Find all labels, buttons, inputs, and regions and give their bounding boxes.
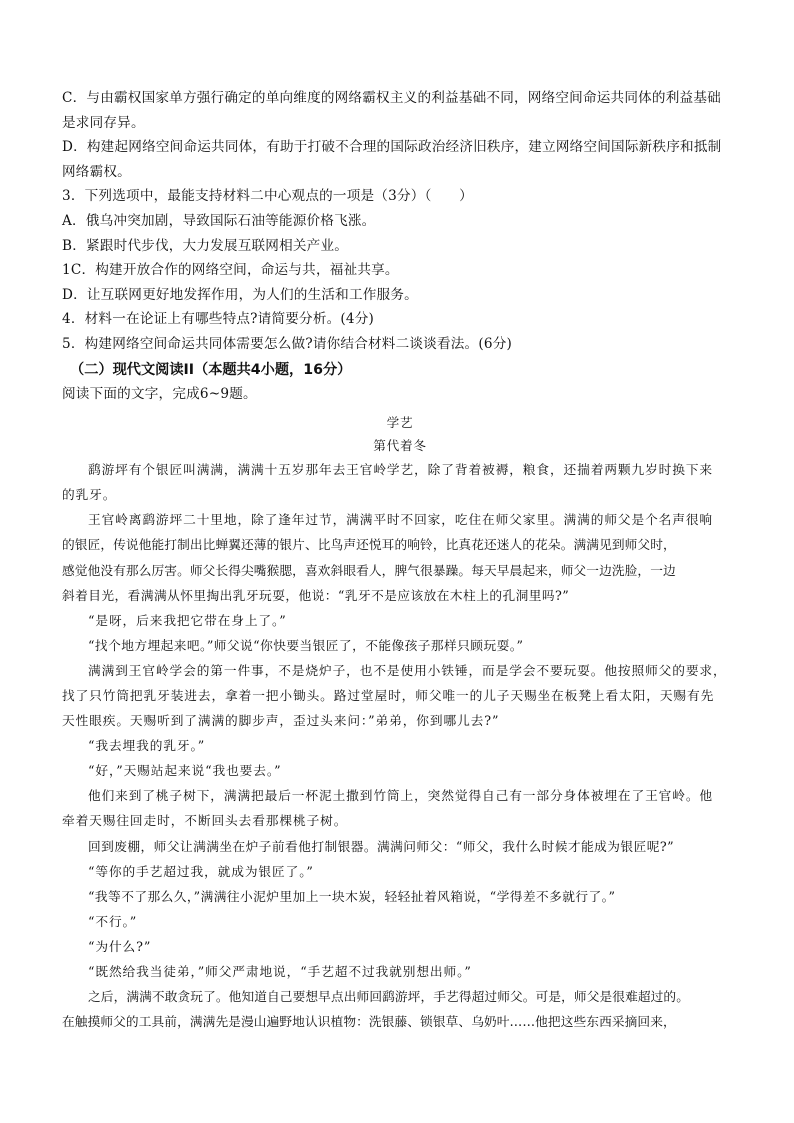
story-continuation-line: 的银匠，传说他能打制出比蝉翼还薄的银片、比鸟声还悦耳的响铃，比真花还迷人的花朵。满满见到师父时，: [62, 537, 676, 553]
story-paragraph-line: 满满到王官岭学会的第一件事，不是烧炉子，也不是使用小铁锤，而是学会不要玩耍。他按照师父的要求，: [88, 662, 727, 678]
story-paragraph-line: 之后，满满不敢贪玩了。他知道自己要想早点出师回鹞游坪，手艺得超过师父。可是，师父是很难超过的。: [88, 989, 690, 1005]
question-option-d-cont: 网络霸权。: [62, 163, 131, 180]
question-3: 3．下列选项中，最能支持材料二中心观点的一项是（3分）（ ）: [62, 188, 473, 205]
story-continuation-line: 在触摸师父的工具前，满满先是漫山遍野地认识植物：洗银藤、锁银草、乌奶叶……他把这些东西采摘回来，: [62, 1014, 676, 1030]
story-continuation-line: 的乳牙。: [62, 487, 117, 503]
question-option-d: D．构建起网络空间命运共同体，有助于打破不合理的国际政治经济旧秩序，建立网络空间国际新秩序和抵制: [62, 139, 722, 156]
question-3-option-b: B．紧跟时代步伐，大力发展互联网相关产业。: [62, 237, 349, 254]
story-continuation-line: 牵着天赐往回走时，不断回头去看那棵桃子树。: [62, 813, 348, 829]
question-3-option-a: A．俄乌冲突加剧，导致国际石油等能源价格飞涨。: [62, 212, 376, 229]
story-paragraph-line: 鹞游坪有个银匠叫满满，满满十五岁那年去王官岭学艺，除了背着被褥，粮食，还揣着两颗九岁时换下来: [88, 462, 714, 478]
story-paragraph-line: “为什么?”: [88, 938, 152, 954]
section-heading: （二）现代文阅读II（本题共4小题，16分）: [70, 361, 352, 378]
story-continuation-line: 斜着目光，看满满从怀里掏出乳牙玩耍，他说：“乳牙不是应该放在木柱上的孔洞里吗?”: [62, 587, 570, 603]
story-paragraph-line: 回到废棚，师父让满满坐在炉子前看他打制银器。满满问师父：“师父，我什么时候才能成为银匠呢?”: [88, 838, 675, 854]
question-option-c: C．与由霸权国家单方强行确定的单向维度的网络霸权主义的利益基础不同，网络空间命运共同体的利益基础: [62, 90, 721, 106]
questions-block: [62, 86, 738, 357]
question-3-option-d: D．让互联网更好地发挥作用，为人们的生活和工作服务。: [62, 286, 418, 303]
story-paragraph-line: “既然给我当徒弟，”师父严肃地说，“手艺超不过我就别想出师。”: [88, 964, 472, 979]
story-paragraph-line: “我去埋我的乳牙。”: [88, 738, 206, 754]
story-continuation-line: 感觉他没有那么厉害。师父长得尖嘴猴腮，喜欢斜眼看人，脾气很暴躁。每天早晨起来，师父一边洗脸，一边: [62, 562, 676, 578]
story-paragraph-line: “不行。”: [88, 913, 138, 929]
story-paragraph-line: “好，”天赐站起来说“我也要去。”: [88, 763, 282, 779]
section-instruction: 阅读下面的文字，完成6~9题。: [62, 385, 257, 402]
story-paragraph-line: “我等不了那么久，”满满往小泥炉里加上一块木炭，轻轻扯着风箱说，“学得差不多就行了。”: [88, 888, 616, 904]
story-paragraph-line: “找个地方埋起来吧。”师父说“你快要当银匠了，不能像孩子那样只顾玩耍。”: [88, 637, 524, 653]
story-paragraph-line: 王官岭离鹞游坪二十里地，除了逢年过节，满满平时不回家，吃住在师父家里。满满的师父是个名声很响: [88, 512, 714, 528]
story-title: 学艺: [386, 415, 414, 431]
story-paragraph-line: “等你的手艺超过我，就成为银匠了。”: [88, 863, 314, 879]
story-continuation-line: 找了只竹筒把乳牙装进去，拿着一把小锄头。路过堂屋时，师父唯一的儿子天赐坐在板凳上看太阳，天赐有先: [62, 687, 715, 703]
story-continuation-line: 天性眼疾。天赐听到了满满的脚步声，歪过头来问：”弟弟，你到哪儿去?”: [62, 713, 500, 729]
document-page: [62, 86, 738, 1034]
story-paragraph-line: “是呀，后来我把它带在身上了。”: [88, 612, 287, 628]
story-author: 第代着冬: [373, 438, 427, 454]
question-3-option-c: 1C．构建开放合作的网络空间，命运与共，福祉共享。: [62, 262, 399, 279]
question-5: 5．构建网络空间命运共同体需要怎么做?请你结合材料二谈谈看法。(6分): [62, 335, 513, 352]
question-4: 4．材料一在论证上有哪些特点?请简要分析。(4分): [62, 311, 375, 328]
question-option-c-cont: 是求同存异。: [62, 114, 145, 131]
story-paragraph-line: 他们来到了桃子树下，满满把最后一杯泥土撒到竹筒上，突然觉得自己有一部分身体被埋在了王官岭。他: [88, 788, 714, 804]
story-body: [62, 457, 738, 1034]
